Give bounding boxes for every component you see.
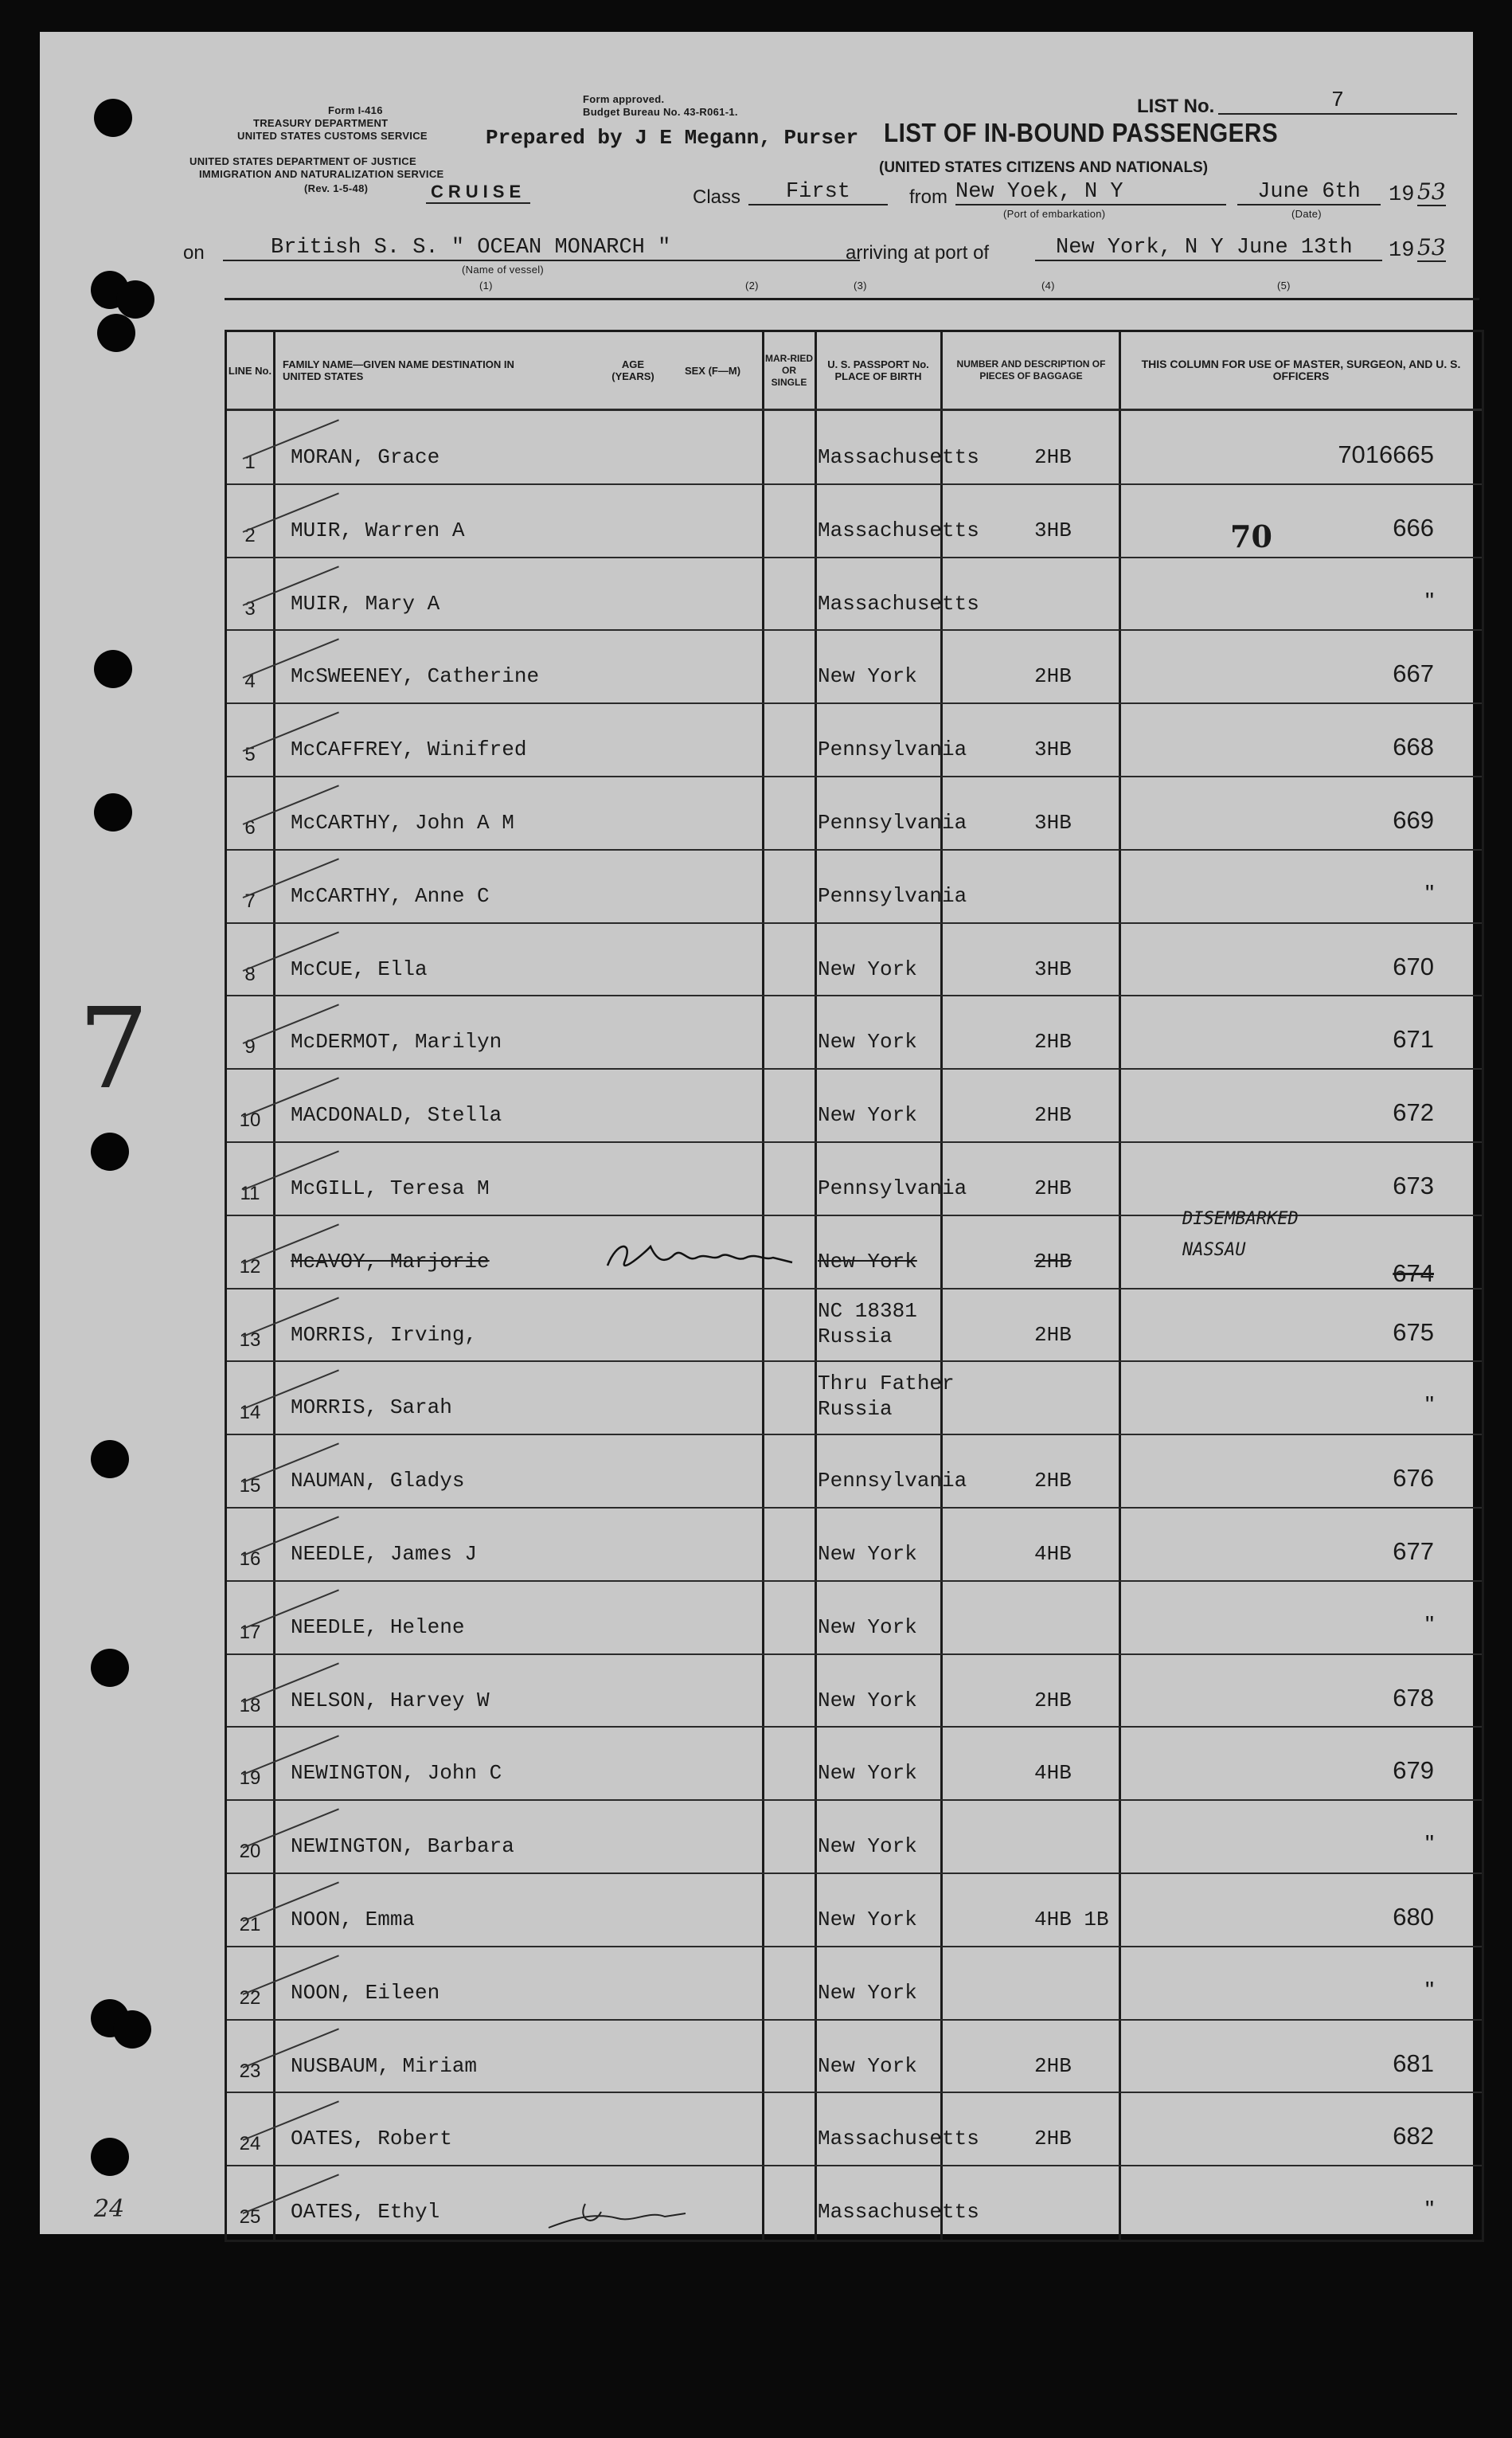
- cruise-label: CRUISE: [426, 182, 530, 204]
- officer-number: 681: [1393, 2049, 1434, 2077]
- vessel-name: British S. S. " OCEAN MONARCH ": [223, 236, 860, 261]
- column-header-passport: U. S. PASSPORT No. PLACE OF BIRTH: [827, 358, 929, 382]
- table-row: [227, 1068, 1482, 1141]
- place-of-birth: New York: [818, 1542, 917, 1566]
- column-header-married: MAR-RIED OR SINGLE: [765, 352, 813, 388]
- table-row: [227, 2092, 1482, 2165]
- line-number: 4: [244, 671, 256, 693]
- binder-hole: [91, 1133, 129, 1171]
- officer-number: 679: [1393, 1756, 1434, 1785]
- table-row: [227, 1873, 1482, 1946]
- passenger-name: McCAFFREY, Winifred: [291, 738, 527, 762]
- place-of-birth: Pennsylvania: [818, 883, 967, 908]
- binder-hole: [94, 793, 132, 832]
- place-of-birth: New York: [818, 1030, 917, 1055]
- passenger-name: MORAN, Grace: [291, 445, 440, 469]
- line-number: 11: [240, 1183, 260, 1204]
- baggage-count: 2HB: [1034, 1249, 1072, 1274]
- line-number: 16: [239, 1548, 261, 1570]
- line-number: 6: [244, 817, 256, 839]
- date-caption: (Date): [1291, 208, 1322, 220]
- baggage-count: 2HB: [1034, 2053, 1072, 2078]
- line-number: 23: [239, 2060, 261, 2082]
- place-of-birth: New York: [818, 1980, 917, 2005]
- baggage-count: 4HB: [1034, 1761, 1072, 1786]
- customs-service: UNITED STATES CUSTOMS SERVICE: [237, 130, 428, 142]
- place-of-birth: New York: [818, 1614, 917, 1639]
- officer-number: 678: [1393, 1683, 1434, 1712]
- column-number-4: (4): [1041, 280, 1055, 292]
- baggage-count: 3HB: [1034, 738, 1072, 762]
- column-header-line-no: LINE No.: [228, 364, 272, 377]
- place-of-birth: Massachusetts: [818, 2200, 979, 2225]
- passenger-name: NEEDLE, Helene: [291, 1614, 465, 1639]
- table-row: [227, 1507, 1482, 1580]
- immigration-service: IMMIGRATION AND NATURALIZATION SERVICE: [199, 168, 444, 180]
- column-number-3: (3): [854, 280, 867, 292]
- list-no-label: LIST No.: [1137, 96, 1215, 117]
- margin-number-7: 7: [78, 984, 150, 1114]
- place-of-birth: New York: [818, 2053, 917, 2078]
- line-number: 21: [239, 1914, 261, 1935]
- class-label: Class: [693, 186, 741, 208]
- baggage-count: 4HB: [1034, 1542, 1072, 1566]
- column-number-1: (1): [479, 280, 493, 292]
- table-row: [227, 1360, 1482, 1434]
- passenger-name: MORRIS, Irving,: [291, 1322, 478, 1347]
- table-row: [227, 2165, 1482, 2238]
- manifest-page: [40, 32, 1473, 2234]
- place-of-birth: New York: [818, 957, 917, 981]
- line-number: 7: [244, 890, 256, 912]
- officer-number: 673: [1393, 1172, 1434, 1199]
- line-number: 17: [239, 1621, 261, 1643]
- disembarked-note: DISEMBARKED: [1182, 1209, 1299, 1229]
- place-of-birth: Massachusetts: [818, 2127, 979, 2151]
- binder-hole: [94, 650, 132, 688]
- table-row: [227, 1141, 1482, 1215]
- passenger-name: NEEDLE, James J: [291, 1542, 478, 1566]
- officer-number: 680: [1393, 1903, 1434, 1931]
- place-of-birth-country: Russia: [818, 1324, 893, 1348]
- header-rule: [225, 298, 1479, 300]
- passenger-name: NEWINGTON, John C: [291, 1761, 502, 1786]
- class-value: First: [748, 180, 888, 205]
- column-header-age: AGE (YEARS): [611, 358, 654, 382]
- list-title: LIST OF IN-BOUND PASSENGERS: [884, 118, 1279, 147]
- departure-year-prefix: 19: [1389, 183, 1415, 207]
- arrival-year-suffix: 53: [1417, 234, 1446, 260]
- officer-number: 669: [1393, 806, 1434, 834]
- line-number: 1: [244, 452, 256, 473]
- binder-hole: [116, 280, 154, 319]
- passenger-name: MORRIS, Sarah: [291, 1395, 452, 1420]
- passenger-name: MUIR, Warren A: [291, 518, 465, 542]
- table-row: [227, 995, 1482, 1068]
- officer-number: 667: [1393, 659, 1434, 688]
- table-row: [227, 1580, 1482, 1653]
- place-of-birth: NC 18381: [818, 1298, 917, 1323]
- officer-number: 671: [1393, 1025, 1434, 1054]
- column-header-name: FAMILY NAME—GIVEN NAME DESTINATION IN UNITED STATES: [283, 358, 514, 382]
- table-row: [227, 1434, 1482, 1507]
- passenger-name: NOON, Emma: [291, 1908, 416, 1931]
- baggage-count: 3HB: [1034, 811, 1072, 835]
- officer-number: ": [1424, 586, 1434, 615]
- passenger-name: McAVOY, Marjorie: [291, 1249, 490, 1274]
- line-number: 5: [244, 744, 256, 766]
- place-of-birth: Massachusetts: [818, 445, 979, 469]
- handwritten-signature: [601, 1237, 800, 1277]
- form-number: Form I-416: [328, 104, 383, 116]
- place-of-birth-country: Russia: [818, 1397, 893, 1422]
- table-row: [227, 1653, 1482, 1727]
- prepared-by: Prepared by J E Megann, Purser: [486, 126, 859, 150]
- arrival-year-prefix: 19: [1389, 239, 1415, 263]
- table-row: [227, 629, 1482, 702]
- line-number: 12: [239, 1255, 261, 1278]
- officer-number: ": [1424, 1391, 1434, 1419]
- column-number-5: (5): [1277, 280, 1291, 292]
- binder-hole: [91, 2138, 129, 2176]
- passenger-name: NUSBAUM, Miriam: [291, 2053, 478, 2078]
- place-of-birth: New York: [818, 1249, 917, 1274]
- port-of-embarkation-caption: (Port of embarkation): [1003, 208, 1106, 220]
- line-number: 2: [244, 524, 256, 546]
- passenger-name: NAUMAN, Gladys: [291, 1469, 465, 1493]
- form-approved: Form approved.: [583, 93, 665, 105]
- officer-number: 676: [1393, 1464, 1434, 1493]
- baggage-count: 2HB: [1034, 664, 1072, 689]
- passenger-name: OATES, Robert: [291, 2127, 452, 2151]
- handwritten-initials: [545, 2196, 689, 2236]
- baggage-count: 2HB: [1034, 1322, 1072, 1347]
- baggage-count: 2HB: [1034, 1103, 1072, 1128]
- embarkation-port: New Yoek, N Y: [955, 180, 1226, 205]
- departure-year-suffix: 53: [1417, 178, 1446, 205]
- officer-number: 7016665: [1338, 440, 1434, 468]
- on-label: on: [183, 242, 205, 264]
- table-row: [227, 557, 1482, 630]
- officer-number: 670: [1393, 952, 1434, 980]
- place-of-birth: Pennsylvania: [818, 738, 967, 762]
- place-of-birth: Pennsylvania: [818, 1469, 967, 1493]
- passenger-name: McCARTHY, Anne C: [291, 883, 490, 908]
- baggage-count: 3HB: [1034, 957, 1072, 981]
- baggage-count: 3HB: [1034, 518, 1072, 542]
- column-header-officers: THIS COLUMN FOR USE OF MASTER, SURGEON, AND U. S. OFFICERS: [1141, 358, 1461, 382]
- passenger-name: McDERMOT, Marilyn: [291, 1030, 502, 1055]
- list-no-value: 7: [1218, 89, 1457, 115]
- line-number: 20: [239, 1841, 261, 1863]
- table-row: [227, 849, 1482, 922]
- list-subtitle: (UNITED STATES CITIZENS AND NATIONALS): [879, 159, 1209, 176]
- line-number: 25: [239, 2206, 261, 2229]
- line-number: 13: [239, 1329, 261, 1351]
- passenger-name: McCARTHY, John A M: [291, 811, 514, 835]
- place-of-birth: New York: [818, 1103, 917, 1128]
- column-header-baggage: NUMBER AND DESCRIPTION OF PIECES OF BAGGAGE: [956, 358, 1106, 382]
- line-number: 8: [244, 963, 256, 985]
- baggage-count: 2HB: [1034, 1176, 1072, 1200]
- arriving-label: arriving at port of: [846, 242, 990, 264]
- table-row: [227, 702, 1482, 776]
- passenger-name: OATES, Ethyl: [291, 2200, 440, 2225]
- place-of-birth: Pennsylvania: [818, 1176, 967, 1200]
- place-of-birth: New York: [818, 1908, 917, 1931]
- baggage-count: 4HB 1B: [1034, 1908, 1109, 1931]
- line-number: 19: [239, 1767, 261, 1790]
- binder-hole: [91, 1440, 129, 1478]
- nassau-note: NASSAU: [1182, 1240, 1246, 1260]
- officer-number: ": [1424, 879, 1434, 907]
- baggage-count: 2HB: [1034, 1688, 1072, 1712]
- officer-number: 666: [1393, 513, 1434, 542]
- officer-number: 672: [1393, 1098, 1434, 1127]
- table-row: [227, 922, 1482, 996]
- table-row: [227, 483, 1482, 557]
- line-number: 15: [239, 1475, 261, 1497]
- place-of-birth: Massachusetts: [818, 591, 979, 616]
- officer-number: 668: [1393, 733, 1434, 761]
- table-row: [227, 1288, 1482, 1361]
- margin-number-24: 24: [94, 2195, 125, 2223]
- justice-department: UNITED STATES DEPARTMENT OF JUSTICE: [189, 155, 416, 167]
- departure-date: June 6th: [1237, 180, 1381, 205]
- line-number: 10: [239, 1109, 261, 1132]
- baggage-count: 2HB: [1034, 445, 1072, 469]
- table-row: [227, 2019, 1482, 2092]
- officer-number: ": [1424, 1975, 1434, 2004]
- place-of-birth: New York: [818, 1688, 917, 1712]
- passenger-name: NEWINGTON, Barbara: [291, 1834, 514, 1859]
- binder-hole: [113, 2010, 151, 2049]
- passenger-name: NELSON, Harvey W: [291, 1688, 490, 1712]
- line-number: 14: [239, 1402, 261, 1424]
- baggage-count: 2HB: [1034, 2127, 1072, 2151]
- passenger-name: McGILL, Teresa M: [291, 1176, 490, 1200]
- vessel-name-caption: (Name of vessel): [462, 264, 545, 276]
- place-of-birth: Massachusetts: [818, 518, 979, 542]
- passenger-name: McSWEENEY, Catherine: [291, 664, 540, 689]
- table-row: [227, 776, 1482, 849]
- from-label: from: [909, 186, 947, 208]
- baggage-count: 2HB: [1034, 1469, 1072, 1493]
- table-row: [227, 1726, 1482, 1799]
- budget-bureau: Budget Bureau No. 43-R061-1.: [583, 106, 738, 118]
- table-row: [227, 410, 1482, 483]
- passenger-name: MUIR, Mary A: [291, 591, 440, 616]
- place-of-birth: Pennsylvania: [818, 811, 967, 835]
- officer-number: 674: [1393, 1258, 1434, 1287]
- line-number: 22: [239, 1986, 261, 2009]
- line-number: 24: [239, 2133, 261, 2155]
- binder-hole: [97, 314, 135, 352]
- place-of-birth: Thru Father: [818, 1372, 955, 1396]
- line-number: 3: [244, 597, 256, 620]
- treasury-department: TREASURY DEPARTMENT: [253, 117, 389, 129]
- arrival-port-date: New York, N Y June 13th: [1035, 236, 1382, 261]
- binder-hole: [91, 1649, 129, 1687]
- officer-number: 675: [1393, 1317, 1434, 1346]
- passenger-name: NOON, Eileen: [291, 1980, 440, 2005]
- place-of-birth: New York: [818, 1761, 917, 1786]
- passenger-name: MACDONALD, Stella: [291, 1103, 502, 1128]
- officer-number: ": [1424, 2195, 1434, 2224]
- line-number: 9: [244, 1036, 256, 1059]
- place-of-birth: New York: [818, 1834, 917, 1859]
- column-header-sex: SEX (F—M): [684, 364, 741, 377]
- stamp-70: 70: [1230, 519, 1272, 554]
- binder-hole: [94, 99, 132, 137]
- passenger-name: McCUE, Ella: [291, 957, 428, 981]
- table-row: [227, 1799, 1482, 1873]
- column-number-2: (2): [745, 280, 759, 292]
- table-row: [227, 1946, 1482, 2019]
- officer-number: ": [1424, 1829, 1434, 1858]
- officer-number: 677: [1393, 1537, 1434, 1565]
- line-number: 18: [239, 1694, 261, 1716]
- officer-number: ": [1424, 1610, 1434, 1638]
- baggage-count: 2HB: [1034, 1030, 1072, 1055]
- officer-number: 682: [1393, 2122, 1434, 2150]
- place-of-birth: New York: [818, 664, 917, 689]
- revision-date: (Rev. 1-5-48): [304, 182, 369, 194]
- passenger-table: [225, 330, 1484, 2242]
